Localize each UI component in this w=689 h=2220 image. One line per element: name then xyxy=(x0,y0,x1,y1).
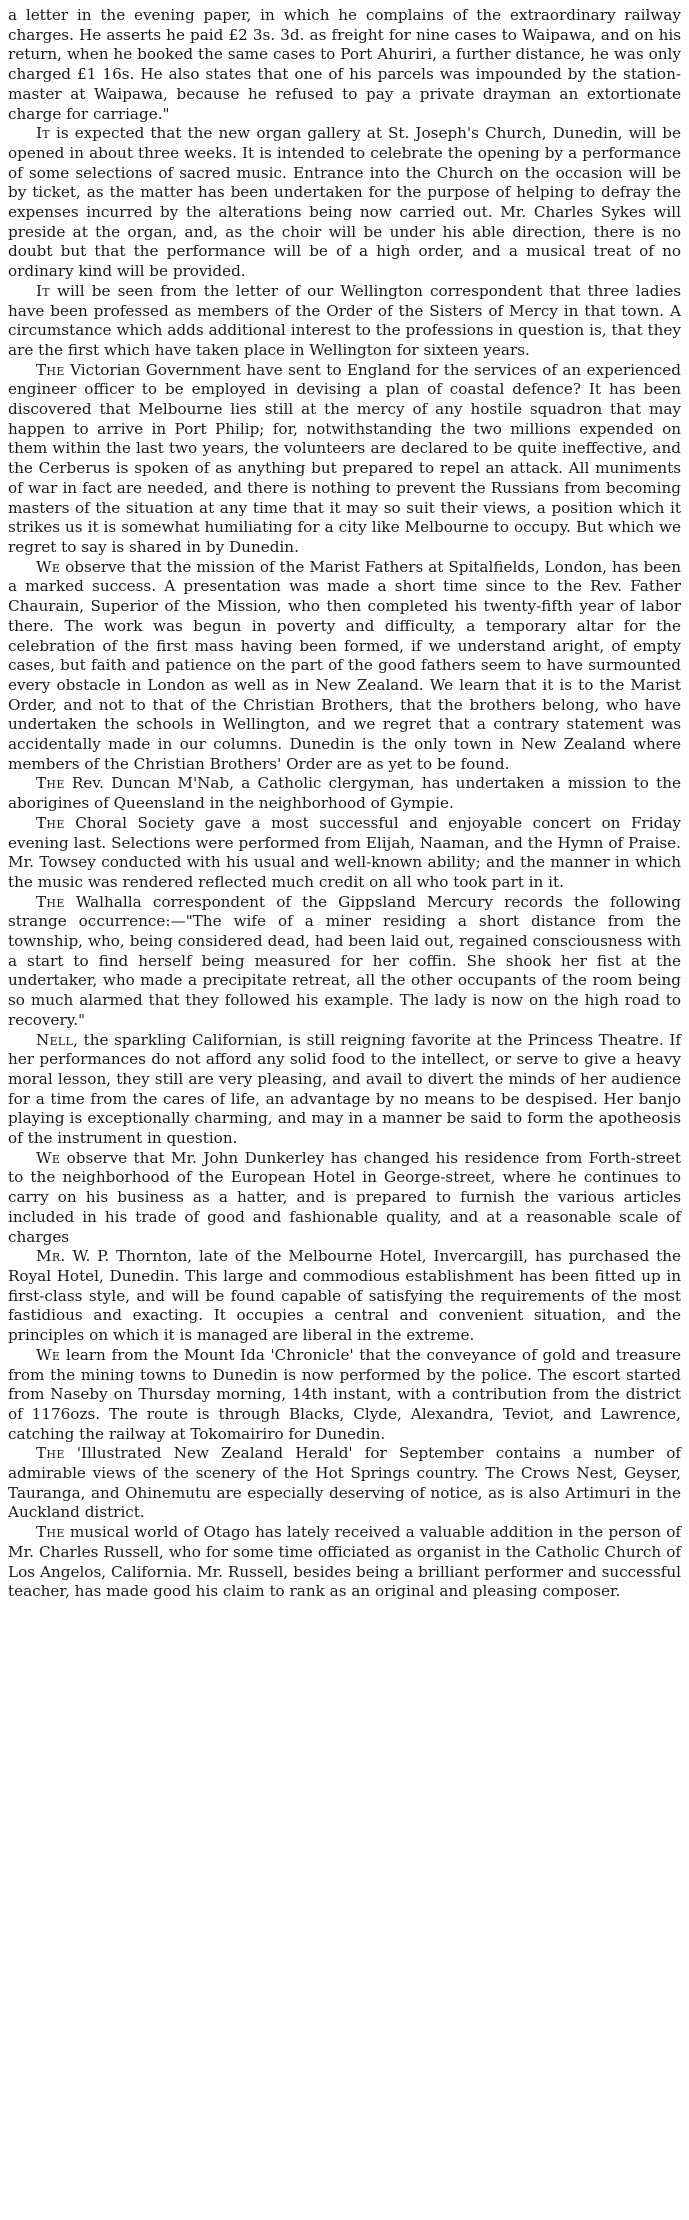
paragraph-text: , the sparkling Californian, is still reigning favorite at the Princess Theatre. If her performances do not afford any solid food to the intellect, or serve to give a heavy moral lesson, they still are very pleasing, and avail to divert the minds of her audience for a time from the cares of life, an advantage by no means to be despised. Her banjo playing is exceptionally charming, and may in a manner be said to form the apotheosis of the instrument in question. xyxy=(8,1030,681,1148)
article-paragraph-walhalla xyxy=(8,893,681,1031)
article-paragraph-duncan-mnab xyxy=(8,774,681,813)
paragraph-text: observe that the mission of the Marist Fathers at Spitalfields, London, has been a marked success. A presentation was made a short time since to the Rev. Father Chaurain, Superior of the Mission, who then completed his twenty-fifth year of labor there. The work was begun in poverty and difficulty, a temporary altar for the celebration of the first mass having been formed, if we understand aright, of empty cases, but faith and patience on the part of the good fathers seem to have surmounted every obstacle in London as well as in New Zealand. We learn that it is to the Marist Order, and not to that of the Christian Brothers, that the brothers belong, who have undertaken the schools in Wellington, and we regret that a contrary statement was accidentally made in our columns. Dunedin is the only town in New Zealand where members of the Christian Brothers' Order are as yet to be found. xyxy=(8,557,681,773)
paragraph-text: is expected that the new organ gallery at St. Joseph's Church, Dunedin, will be opened in about three weeks. It is intended to celebrate the opening by a performance of some selections of sacred music. Entrance into the Church on the occasion will be by ticket, as the matter has been undertaken for the purpose of helping to defray the expenses incurred by the alterations being now carried out. Mr. Charles Sykes will preside at the organ, and, as the choir will be under his able direction, there is no doubt but that the performance will be of a high order, and a musical treat of no ordinary kind will be provided. xyxy=(8,124,681,281)
paragraph-text: learn from the Mount Ida 'Chronicle' that the conveyance of gold and treasure from the mining towns to Dunedin is now performed by the police. The escort started from Naseby on Thursday morning, 14th instant, with a contribution from the district of 1176ozs. The route is through Blacks, Clyde, Alexandra, Teviot, and Lawrence, catching the railway at Tokomairiro for Dunedin. xyxy=(8,1345,681,1443)
article-paragraph-gold-escort xyxy=(8,1346,681,1445)
article-paragraph-illustrated-herald xyxy=(8,1444,681,1523)
paragraph-text: observe that Mr. John Dunkerley has changed his residence from Forth-street to the neighborhood of the European Hotel in George-street, where he continues to carry on his business as a hatter, and is prepared to furnish the various articles included in his trade of good and fashionable quality, and at a reasonable scale of charges xyxy=(8,1148,681,1246)
paragraph-lead: It xyxy=(36,281,50,300)
article-paragraph-sisters-of-mercy xyxy=(8,282,681,361)
paragraph-lead: Nell xyxy=(36,1030,74,1049)
paragraph-text: Walhalla correspondent of the Gippsland Mercury records the following strange occurrence:—"The wife of a miner residing a short distance from the township, who, being considered dead, had been laid out, regained consciousness with a start to find herself being measured for her coffin. She shook her fist at the undertaker, who made a precipitate retreat, all the other occupants of the room being so much alarmed that they followed his example. The lady is now on the high road to recovery." xyxy=(8,892,681,1029)
article-paragraph-nell xyxy=(8,1031,681,1149)
paragraph-text: Victorian Government have sent to England for the services of an experienced engineer officer to be employed in devising a plan of coastal defence? It has been discovered that Melbourne lies still at the mercy of any hostile squadron that may happen to arrive in Port Philip; for, notwithstanding the two millions expended on them within the last two years, the volunteers are declared to be quite ineffective, and the Cerberus is spoken of as anything but prepared to repel an attack. All muniments of war in fact are needed, and there is nothing to prevent the Russians from becoming masters of the situation at any time that it may so suit their views, a position which it strikes us it is somewhat humiliating for a city like Melbourne to occupy. But which we regret to say is shared in by Dunedin. xyxy=(8,360,681,556)
paragraph-text: 'Illustrated New Zealand Herald' for September contains a number of admirable views of the scenery of the Hot Springs country. The Crows Nest, Geyser, Tauranga, and Ohinemutu are especially deserving of notice, as is also Artimuri in the Auckland district. xyxy=(8,1444,681,1522)
paragraph-text: a letter in the evening paper, in which he complains of the extraordinary railway charges. He asserts he paid £2 3s. 3d. as freight for nine cases to Waipawa, and on his return, when he booked the same cases to Port Ahuriri, a further distance, he was only charged £1 16s. He also states that one of his parcels was impounded by the station-master at Waipawa, because he refused to pay a private drayman an extortionate charge for carriage." xyxy=(8,6,681,123)
paragraph-lead: The xyxy=(36,360,65,379)
paragraph-lead: The xyxy=(36,1444,65,1463)
article-paragraph-railway-charges xyxy=(8,6,681,124)
article-paragraph-charles-russell xyxy=(8,1523,681,1602)
paragraph-lead: It xyxy=(36,124,50,143)
paragraph-lead: The xyxy=(36,813,65,832)
paragraph-text: musical world of Otago has lately received a valuable addition in the person of Mr. Charles Russell, who for some time officiated as organist in the Catholic Church of Los Angelos, California. Mr. Russell, besides being a brilliant performer and successful teacher, has made good his claim to rank as an original and pleasing composer. xyxy=(8,1523,681,1601)
paragraph-lead: We xyxy=(36,1148,61,1167)
paragraph-text: will be seen from the letter of our Wellington correspondent that three ladies have been professed as members of the Order of the Sisters of Mercy in that town. A circumstance which adds additional interest to the professions in question is, that they are the first which have taken place in Wellington for sixteen years. xyxy=(8,281,681,359)
article-paragraph-coastal-defence xyxy=(8,361,681,558)
paragraph-text: Choral Society gave a most successful and enjoyable concert on Friday evening last. Selections were performed from Elijah, Naaman, and the Hymn of Praise. Mr. Towsey conducted with his usual and well-known ability; and the manner in which the music was rendered reflected much credit on all who took part in it. xyxy=(8,813,681,891)
paragraph-lead: The xyxy=(36,774,65,793)
paragraph-lead: We xyxy=(36,557,61,576)
paragraph-lead: We xyxy=(36,1345,61,1364)
paragraph-text: W. P. Thornton, late of the Melbourne Hotel, Invercargill, has purchased the Royal Hotel, Dunedin. This large and commodious establishment has been fitted up in first-class style, and will be found capable of satisfying the requirements of the most fastidious and exacting. It occupies a central and convenient situation, and the principles on which it is managed are liberal in the extreme. xyxy=(8,1247,681,1345)
article-paragraph-thornton xyxy=(8,1247,681,1346)
paragraph-lead: Mr. xyxy=(36,1247,66,1266)
paragraph-lead: The xyxy=(36,1523,65,1542)
article-paragraph-marist-fathers xyxy=(8,558,681,775)
paragraph-text: Rev. Duncan M'Nab, a Catholic clergyman, has undertaken a mission to the aborigines of Queensland in the neighborhood of Gympie. xyxy=(8,774,681,813)
article-paragraph-dunkerley xyxy=(8,1149,681,1248)
article-paragraph-organ-gallery xyxy=(8,124,681,282)
article-paragraph-choral-society xyxy=(8,814,681,893)
paragraph-lead: The xyxy=(36,892,65,911)
